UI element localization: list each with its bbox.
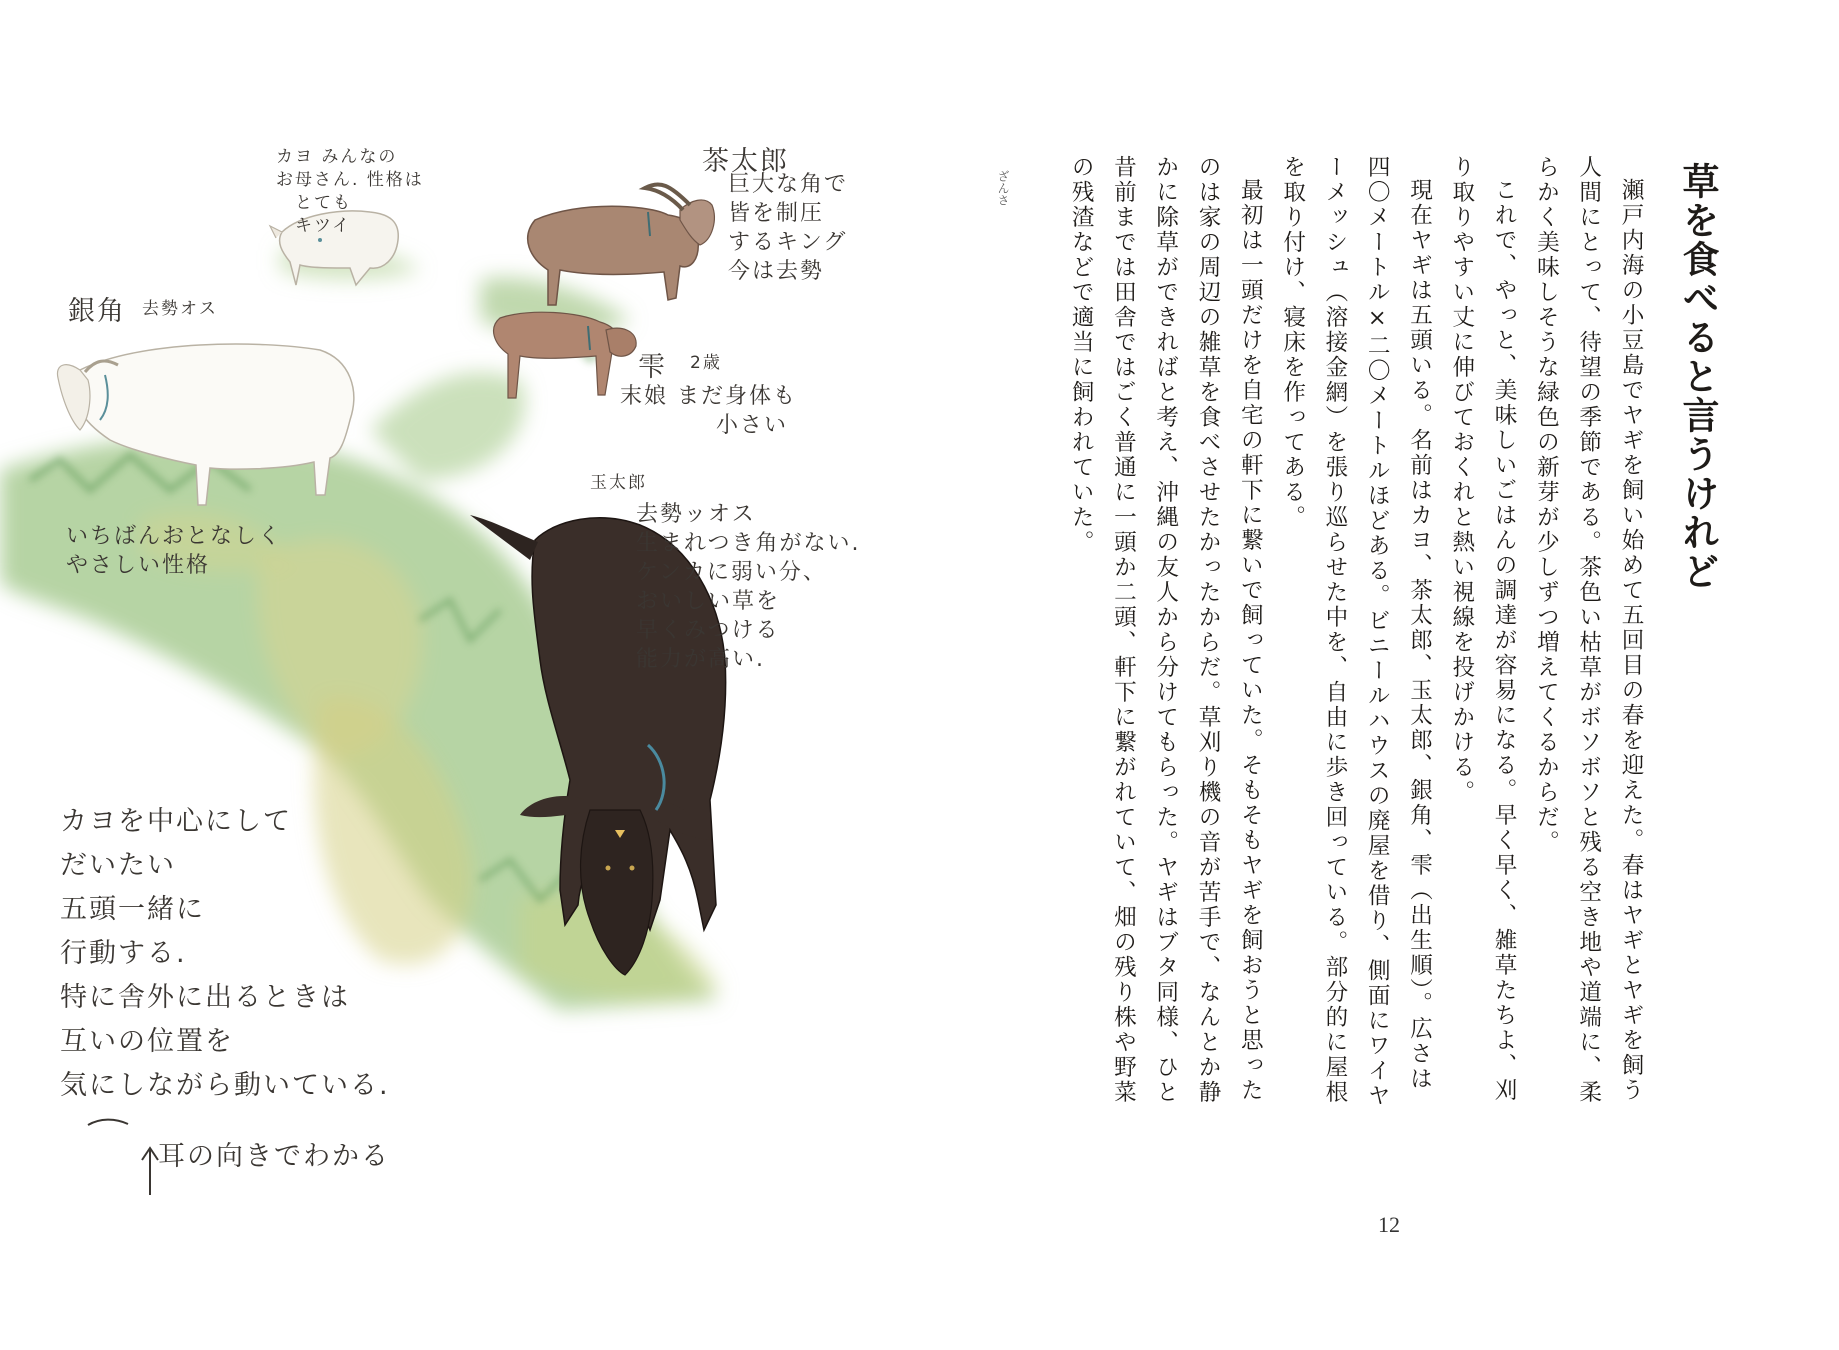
note-chataro-desc: 巨大な角で 皆を制圧 するキング 今は去勢 <box>728 172 849 284</box>
goat-chataro <box>528 184 715 305</box>
ruby-reading <box>995 170 1012 206</box>
paragraph: 現在ヤギは五頭いる。名前はカヨ、茶太郎、玉太郎、銀角、雫（出生順）。広さは四〇メートル×二〇メートルほどある。ビニールハウスの廃屋を借り、側面にワイヤーメッシュ（溶接金網）を張り巡らせた中を、自由に歩き回っている。部分的に屋根を取り付け、寝床を作ってある。 <box>1279 155 1433 1109</box>
note-tamataro-desc: 去勢ッオス 生まれつき角がない. ケンカに弱い分、 おいしい草を 早くみつける 能力が高い. <box>636 502 861 672</box>
note-shizuku-name: 雫 <box>638 352 667 383</box>
body-text <box>1060 155 1652 1115</box>
note-shizuku-desc: 末娘 まだ身体も 小さい <box>620 384 797 438</box>
paragraph: 最初は一頭だけを自宅の軒下に繋いで飼っていた。そもそもヤギを飼おうと思ったのは家の周辺の雑草を食べさせたかったからだ。草刈り機の音が苦手で、なんとか静かに除草ができればと考え、沖縄の友人から分けてもらった。ヤギはブタ同様、ひと昔前までは田舎ではごく普通に一頭か二頭、軒下に繋がれていて、畑の残り株や野菜の残渣などで適当に飼われていた。 <box>1068 155 1264 1105</box>
note-shizuku-age: 2歳 <box>690 353 722 373</box>
note-tamataro-name: 玉太郎 <box>590 473 647 493</box>
note-gin-personality: いちばんおとなしく やさしい性格 <box>66 524 283 578</box>
chapter-title: 草を食べると言うけれど <box>1676 162 1720 591</box>
tilde-underline <box>88 1120 128 1125</box>
note-chataro-name: 茶太郎 <box>702 146 789 177</box>
note-ears: 耳の向きでわかる <box>158 1141 390 1172</box>
paragraph: 瀬戸内海の小豆島でヤギを飼い始めて五回目の春を迎えた。春はヤギとヤギを飼う人間にとって、待望の季節である。茶色い枯草がボソボソと残る空き地や道端に、柔らかく美味しそうな緑色の新芽が少しずつ増えてくるからだ。 <box>1533 155 1644 1105</box>
page-number: 12 <box>1378 1212 1400 1237</box>
note-kayo: カヨ みんなの お母さん. 性格は とても キツイ <box>276 147 424 236</box>
note-group-behavior: カヨを中心にして だいたい 五頭一緒に 行動する. 特に舎外に出るときは 互いの位置を 気にしながら動いている. <box>60 806 390 1101</box>
goat-illustration <box>0 0 900 1200</box>
arrow-up-icon <box>142 1148 158 1195</box>
text-page <box>996 150 1725 1130</box>
ruby-text: ざんさ <box>996 170 1010 206</box>
note-ginkaku-name: 銀角 <box>68 296 126 327</box>
paragraph: これで、やっと、美味しいごはんの調達が容易になる。早く早く、雑草たちよ、刈り取りやすい丈に伸びておくれと熱い視線を投げかける。 <box>1448 155 1518 1103</box>
note-ginkaku-tag: 去勢オス <box>142 299 218 319</box>
